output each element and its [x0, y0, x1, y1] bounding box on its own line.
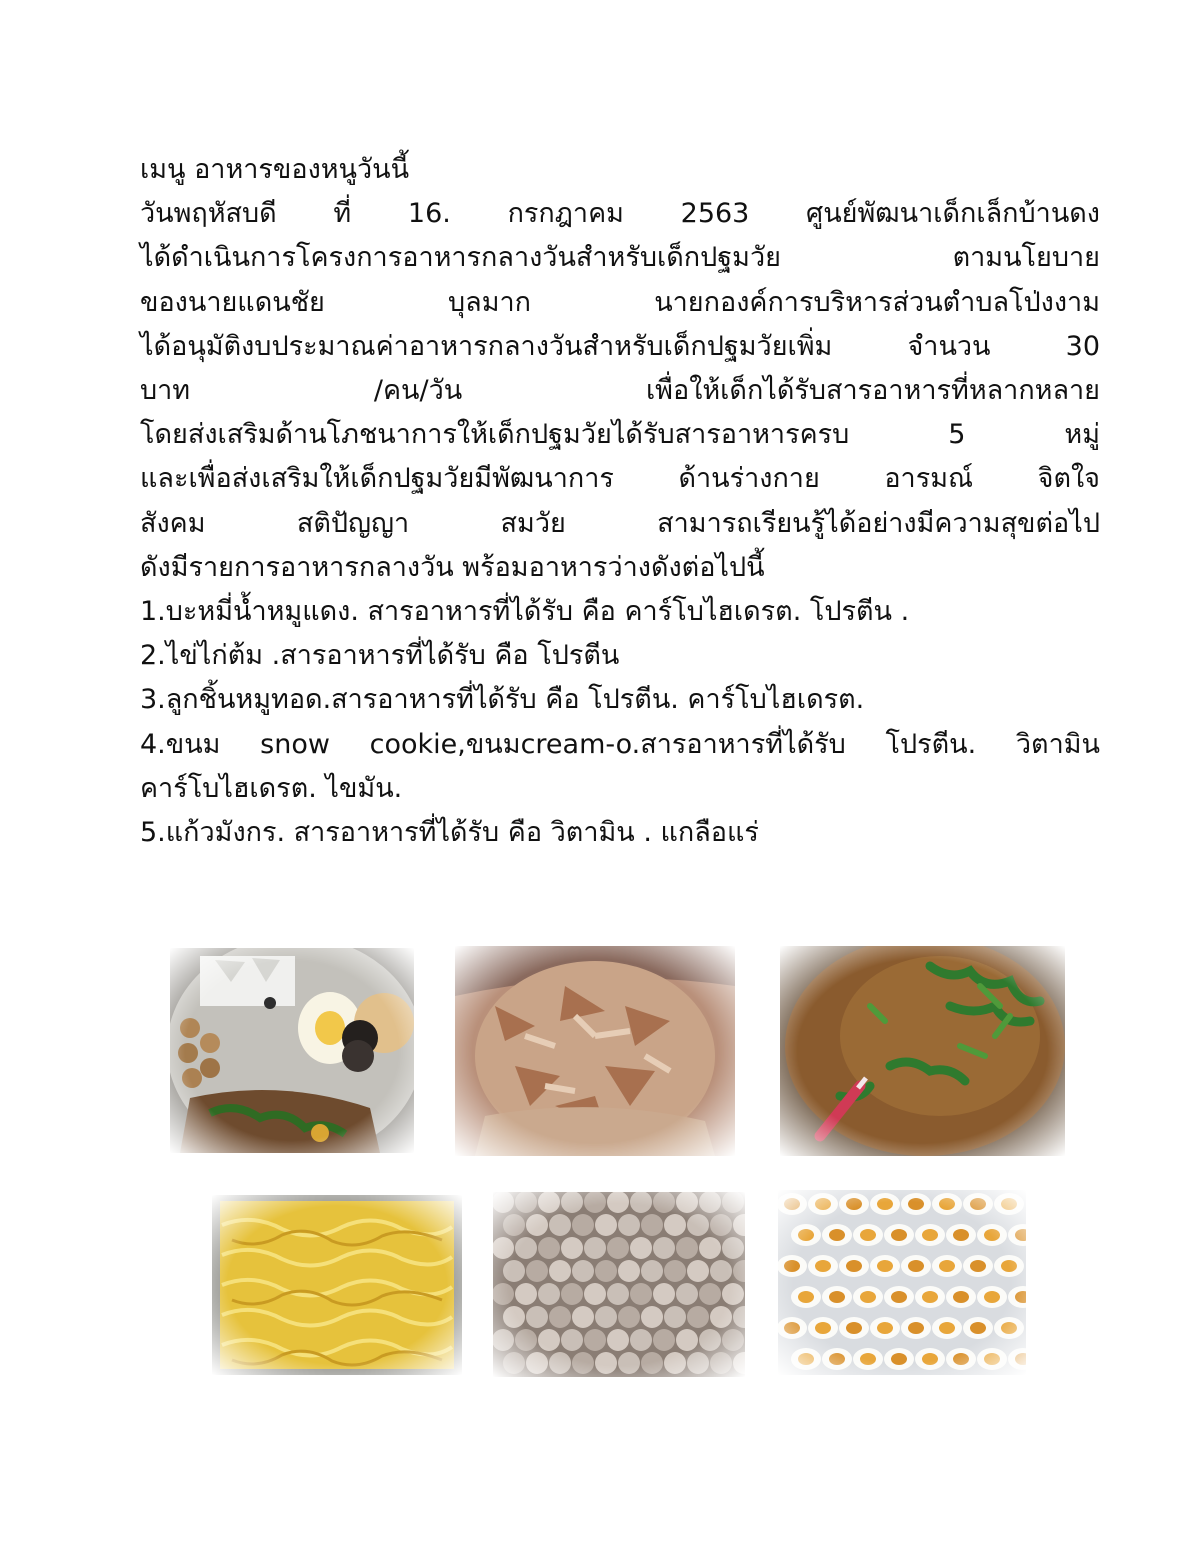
intro-line: ได้อนุมัติงบประมาณค่าอาหารกลางวันสำหรับเด็กปฐมวัยเพิ่ม จำนวน 30 — [140, 330, 1100, 362]
document-title: เมนู อาหารของหนูวันนี้ — [140, 154, 410, 185]
photo-lunch-tray — [170, 948, 414, 1153]
menu-item-continued: คาร์โบไฮเดรต. ไขมัน. — [140, 772, 403, 804]
photo-red-pork — [455, 946, 735, 1156]
intro-line: วันพฤหัสบดี ที่ 16. กรกฎาคม 2563 ศูนย์พัฒนาเด็กเล็กบ้านดง — [140, 198, 1100, 230]
photo-egg-noodles — [212, 1195, 462, 1375]
menu-item: 5.แก้วมังกร. สารอาหารที่ได้รับ คือ วิตามิน . แกลือแร่ — [140, 817, 759, 849]
menu-item: 4.ขนม snow cookie,ขนมcream-o.สารอาหารที่ได้รับ โปรตีน. วิตามิน — [140, 728, 1100, 760]
intro-line: ของนายแดนชัย บุลมาก นายกองค์การบริหารส่วนตำบลโป่งงาม — [140, 286, 1100, 318]
menu-item: 3.ลูกชิ้นหมูทอด.สารอาหารที่ได้รับ คือ โปรตีน. คาร์โบไฮเดรต. — [140, 684, 865, 716]
intro-line: ดังมีรายการอาหารกลางวัน พร้อมอาหารว่างดังต่อไปนี้ — [140, 551, 765, 583]
intro-line: ได้ดำเนินการโครงการอาหารกลางวันสำหรับเด็กปฐมวัย ตามนโยบาย — [140, 242, 1100, 274]
photo-boiled-eggs — [778, 1190, 1026, 1375]
intro-line: และเพื่อส่งเสริมให้เด็กปฐมวัยมีพัฒนาการ ด้านร่างกาย อารมณ์ จิตใจ — [140, 463, 1100, 495]
intro-line: บาท /คน/วัน เพื่อให้เด็กได้รับสารอาหารที่หลากหลาย — [140, 375, 1100, 407]
menu-item: 2.ไข่ไก่ต้ม .สารอาหารที่ได้รับ คือ โปรตีน — [140, 640, 620, 672]
intro-line: โดยส่งเสริมด้านโภชนาการให้เด็กปฐมวัยได้รับสารอาหารครบ 5 หมู่ — [140, 419, 1100, 451]
photo-soup-broth — [780, 946, 1065, 1156]
menu-item: 1.บะหมี่น้ำหมูแดง. สารอาหารที่ได้รับ คือ คาร์โบไฮเดรต. โปรตีน . — [140, 596, 910, 628]
intro-line: สังคม สติปัญญา สมวัย สามารถเรียนรู้ได้อย่างมีความสุขต่อไป — [140, 507, 1100, 539]
photo-meatballs — [493, 1192, 745, 1377]
document-text — [140, 148, 1100, 855]
